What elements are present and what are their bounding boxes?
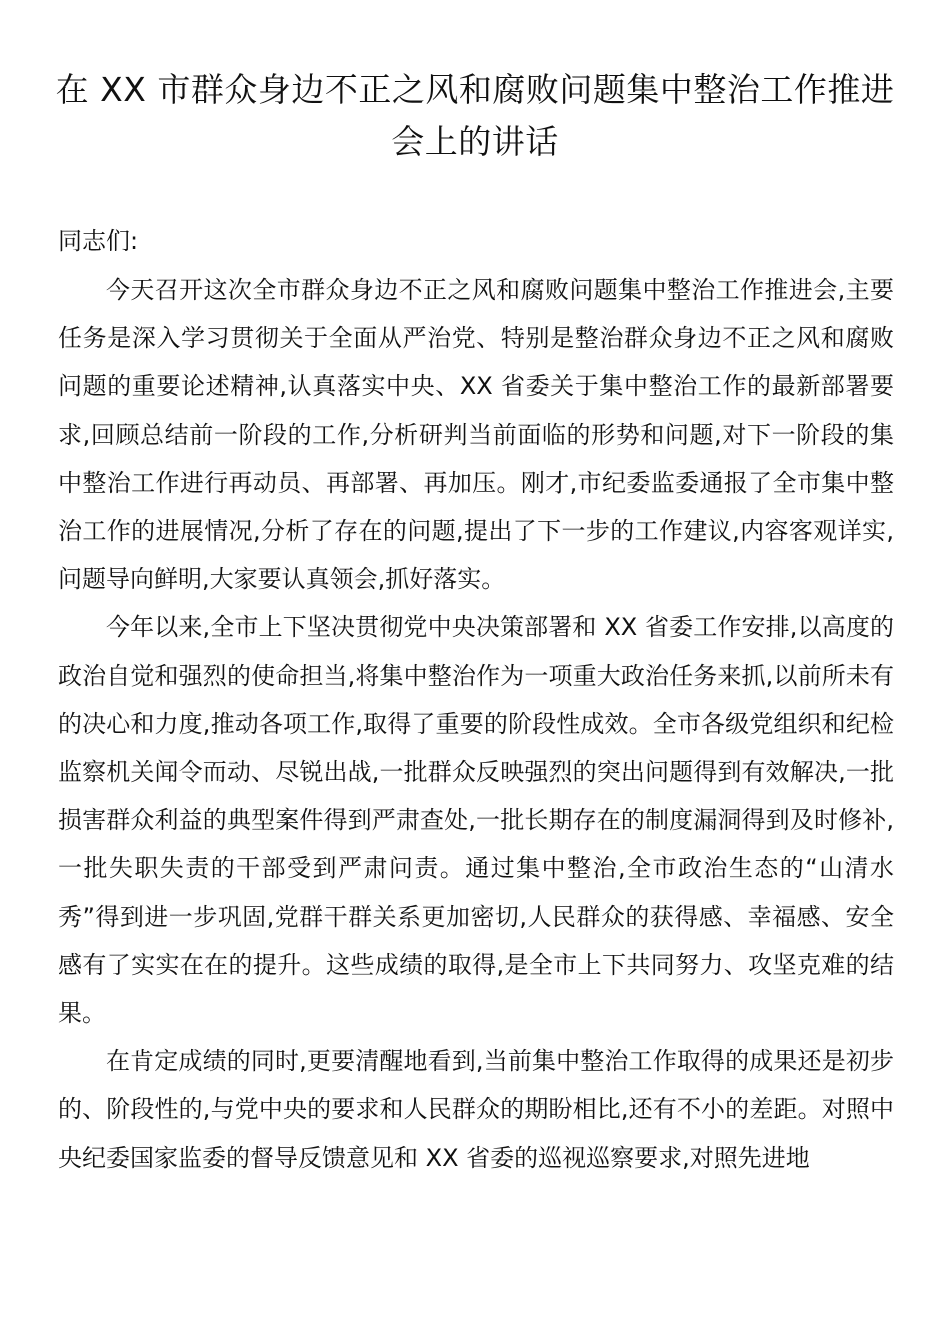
paragraph-2: 今年以来,全市上下坚决贯彻党中央决策部署和 XX 省委工作安排,以高度的政治自觉和强烈的使命担当,将集中整治作为一项重大政治任务来抓,以前所未有的决心和力度,推动各项工作,取得了重要的阶段性成效。全市各级党组织和纪检监察机关闻令而动、尽锐出战,一批群众反映强烈的突出问题得到有效解决,一批损害群众利益的典型案件得到严肃查处,一批长期存在的制度漏洞得到及时修补,一批失职失责的干部受到严肃问责。通过集中整治,全市政治生态的“山清水秀”得到进一步巩固,党群干群关系更加密切,人民群众的获得感、幸福感、安全感有了实实在在的提升。这些成绩的取得,是全市上下共同努力、攻坚克难的结果。 (58, 613, 894, 1028)
document-title: 在 XX 市群众身边不正之风和腐败问题集中整治工作推进会上的讲话 (55, 70, 895, 161)
paragraph-1: 今天召开这次全市群众身边不正之风和腐败问题集中整治工作推进会,主要任务是深入学习贯彻关于全面从严治党、特别是整治群众身边不正之风和腐败问题的重要论述精神,认真落实中央、XX 省委关于集中整治工作的最新部署要求,回顾总结前一阶段的工作,分析研判当前面临的形势和问题,对下一阶段的集中整治工作进行再动员、再部署、再加压。刚才,市纪委监委通报了全市集中整治工作的进展情况,分析了存在的问题,提出了下一步的工作建议,内容客观详实,问题导向鲜明,大家要认真领会,抓好落实。 (58, 276, 894, 594)
paragraph-3: 在肯定成绩的同时,更要清醒地看到,当前集中整治工作取得的成果还是初步的、阶段性的,与党中央的要求和人民群众的期盼相比,还有不小的差距。对照中央纪委国家监委的督导反馈意见和 XX 省委的巡视巡察要求,对照先进地 (58, 1047, 894, 1172)
document-body (58, 218, 894, 1182)
salutation: 同志们: (58, 227, 139, 255)
